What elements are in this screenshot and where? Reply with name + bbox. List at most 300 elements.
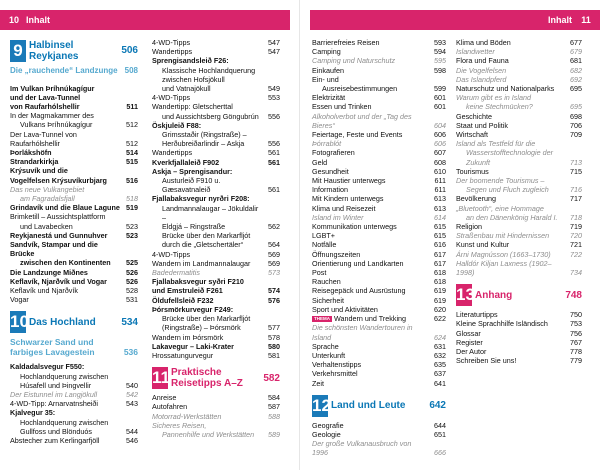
toc-entry-text: (Ringstraße) – Þórsmörk	[162, 323, 241, 333]
toc-entry-text: zwischen den Kontinenten	[20, 258, 111, 268]
toc-entry-text: Grindavík und die Blaue Lagune	[10, 203, 120, 213]
toc-entry-page-number: 581	[268, 350, 280, 360]
toc-entry[interactable]	[456, 38, 582, 47]
toc-entry[interactable]	[312, 139, 446, 148]
toc-entry[interactable]	[152, 393, 280, 402]
toc-entry[interactable]	[152, 323, 280, 332]
toc-entry[interactable]	[152, 402, 280, 411]
toc-entry-page-number: 587	[268, 402, 280, 412]
toc-entry-page-number: 677	[570, 38, 582, 47]
toc-entry[interactable]	[152, 342, 280, 351]
toc-entry[interactable]	[456, 112, 582, 121]
toc-entry[interactable]	[312, 84, 446, 93]
toc-entry-text: Gesundheit	[312, 166, 349, 176]
chapter-page-number: 534	[121, 316, 138, 328]
toc-entry-text: Brücke über den Markarfljót	[162, 314, 251, 324]
toc-entry-page-number: 632	[434, 350, 446, 360]
toc-entry[interactable]	[312, 93, 446, 102]
toc-entry-page-number: 599	[434, 84, 446, 94]
toc-entry-page-number: 611	[434, 176, 446, 186]
toc-entry-page-number: 569	[268, 249, 280, 259]
toc-entry-text: Þórsmörkurvegur F249:	[152, 304, 234, 314]
toc-entry[interactable]	[456, 347, 582, 356]
toc-entry-page-number: 601	[434, 102, 446, 112]
toc-entry[interactable]	[10, 427, 138, 436]
chapter-number: 13	[456, 285, 475, 305]
toc-entry-text: Abstecher zum Kerlingarfjöll	[10, 436, 100, 445]
toc-entry[interactable]	[10, 436, 138, 445]
toc-entry-text: 4-WD-Tipps	[152, 93, 191, 103]
toc-entry	[456, 204, 582, 213]
toc-entry-text: Autofahren	[152, 402, 188, 412]
toc-entry-text: Kommunikation unterwegs	[312, 222, 397, 232]
toc-entry-text: Sprache	[312, 341, 339, 351]
toc-entry-page-number: 542	[126, 389, 138, 399]
toc-entry-text: Segen und Fluch zugleich	[466, 185, 549, 195]
toc-entry-page-number: 547	[268, 47, 280, 57]
toc-entry	[152, 66, 280, 75]
toc-entry-text: Klassische Hochlandquerung	[162, 65, 256, 75]
toc-entry-text: und der Lava-Tunnel	[10, 92, 81, 102]
toc-entry-text: keine Stechmücken?	[466, 102, 533, 112]
toc-entry[interactable]	[312, 204, 446, 213]
section-heading[interactable]	[10, 337, 138, 357]
toc-entry-text: Orientierung und Landkarten	[312, 258, 404, 268]
toc-entry[interactable]	[152, 176, 280, 194]
chapter-page-number: 506	[121, 45, 138, 57]
toc-entry[interactable]	[10, 148, 138, 157]
toc-entry-text: Islandwetter	[456, 47, 495, 57]
toc-entry[interactable]	[312, 231, 446, 240]
toc-entry[interactable]	[456, 319, 582, 328]
toc-entry	[152, 167, 280, 176]
toc-entry[interactable]	[10, 258, 138, 267]
toc-entry[interactable]	[456, 47, 582, 56]
toc-entry-text: Wirtschaft	[456, 130, 488, 140]
toc-entry[interactable]	[312, 176, 446, 185]
toc-entry[interactable]	[152, 148, 280, 157]
toc-entry-text: Unterkunft	[312, 350, 346, 360]
toc-entry[interactable]	[312, 148, 446, 157]
page-header-bar	[0, 10, 290, 30]
toc-entry-text: Der Eistunnel im Langjökull	[10, 389, 98, 399]
toc-entry[interactable]	[312, 56, 446, 65]
toc-entry-text: Grimsstaðir (Ringstraße) –	[162, 130, 247, 140]
toc-entry[interactable]	[312, 268, 446, 277]
toc-entry[interactable]	[10, 222, 138, 231]
toc-entry-page-number: 578	[268, 332, 280, 342]
toc-entry-text: und Vatnajökull	[162, 84, 211, 94]
toc-entry-page-number: 615	[434, 222, 446, 232]
toc-entry[interactable]	[456, 231, 582, 240]
toc-entry[interactable]	[312, 47, 446, 56]
section-title: Schwarzer Sand und farbiges Lavagestein	[10, 337, 95, 358]
toc-entry[interactable]	[152, 296, 280, 305]
toc-entry-text: Geologie	[312, 429, 341, 439]
toc-entry-page-number: 695	[570, 102, 582, 112]
toc-entry[interactable]	[312, 277, 446, 286]
toc-entry-text: Árni Magnússon (1663–1730)	[456, 249, 551, 259]
toc-entry-text: Askja – Sprengisandur:	[152, 166, 233, 176]
toc-entry-page-number: 577	[268, 323, 280, 333]
toc-entry[interactable]	[456, 84, 582, 93]
toc-entry[interactable]	[456, 121, 582, 130]
section-title: Die „rauchende“ Landzunge	[10, 66, 118, 75]
toc-entry[interactable]	[10, 176, 138, 185]
toc-entry[interactable]	[456, 185, 582, 194]
toc-entry[interactable]	[456, 310, 582, 319]
toc-entry[interactable]	[152, 412, 280, 421]
toc-entry[interactable]	[456, 240, 582, 249]
toc-entry-text: Gullfoss und Blönduós	[20, 426, 92, 436]
toc-entry-text: Herðubreiðarlindir – Askja	[162, 139, 245, 149]
toc-entry[interactable]	[152, 222, 280, 231]
toc-entry-text: Einkaufen	[312, 65, 344, 75]
toc-entry-page-number: 573	[268, 268, 280, 278]
toc-entry[interactable]	[312, 360, 446, 369]
toc-entry[interactable]	[456, 130, 582, 139]
toc-entry-text: Strandarkirkja	[10, 157, 59, 167]
toc-entry-page-number: 518	[126, 193, 138, 203]
toc-entry-text: Bevölkerung	[456, 194, 496, 204]
toc-entry-page-number: 651	[434, 429, 446, 439]
toc-entry-text: Mit Kindern unterwegs	[312, 194, 384, 204]
toc-entry-text: Landmannalaugar – Jökuldalir –	[162, 203, 259, 222]
toc-entry-text: Wandertipps	[152, 47, 193, 57]
toc-entry[interactable]	[312, 167, 446, 176]
chapter-number: 10	[10, 312, 29, 332]
toc-entry[interactable]	[312, 66, 446, 75]
toc-entry-page-number: 514	[126, 147, 138, 157]
toc-entry[interactable]	[312, 240, 446, 249]
toc-entry-text: Alkoholverbot und der „Tag des Bieres“	[312, 111, 412, 130]
toc-entry	[10, 93, 138, 102]
toc-entry-page-number: 595	[434, 56, 446, 66]
toc-entry-text: Klima und Reisezeit	[312, 203, 376, 213]
toc-entry[interactable]	[312, 379, 446, 388]
toc-entry[interactable]	[456, 356, 582, 365]
chapter-number: 9	[10, 40, 26, 62]
toc-entry-text: Geld	[312, 157, 328, 167]
toc-entry-text: Der große Vulkanausbruch von 1996	[312, 439, 412, 458]
toc-entry[interactable]	[312, 130, 446, 139]
toc-entry-page-number: 516	[126, 175, 138, 185]
toc-entry[interactable]	[312, 259, 446, 268]
toc-entry	[152, 130, 280, 139]
toc-entry[interactable]	[456, 167, 582, 176]
toc-entry[interactable]	[312, 112, 446, 130]
toc-entry	[152, 231, 280, 240]
toc-entry-text: Information	[312, 185, 348, 195]
toc-entry-text: Sicherheit	[312, 295, 344, 305]
toc-entry[interactable]	[10, 381, 138, 390]
toc-entry-text: Vogar	[10, 295, 29, 305]
toc-entry[interactable]	[456, 148, 582, 166]
toc-entry	[152, 102, 280, 111]
toc-entry[interactable]	[152, 333, 280, 342]
toc-entry[interactable]	[152, 47, 280, 56]
toc-entry[interactable]	[312, 286, 446, 295]
toc-entry[interactable]	[312, 369, 446, 378]
toc-entry	[10, 240, 138, 258]
toc-entry[interactable]	[10, 194, 138, 203]
toc-entry[interactable]	[312, 421, 446, 430]
toc-entry[interactable]	[152, 93, 280, 102]
toc-entry-text: Die schönsten Wandertouren in Island	[312, 323, 413, 342]
toc-entry-page-number: 641	[434, 378, 446, 388]
toc-entry	[10, 372, 138, 381]
toc-entry-page-number: 618	[434, 268, 446, 278]
toc-entry-text: Camping und Naturschutz	[312, 56, 396, 66]
toc-entry-text: Vulkans Þríhnúkagígur	[20, 120, 93, 130]
toc-entry-text: LGBT+	[312, 231, 335, 241]
toc-entry-text: Sicheres Reisen,	[152, 420, 207, 430]
spacer	[312, 388, 446, 393]
toc-entry	[152, 277, 280, 286]
toc-entry[interactable]	[456, 222, 582, 231]
toc-entry-text: Öldufellsleið F232	[152, 295, 214, 305]
section-page-number: 508	[124, 66, 138, 75]
toc-entry-page-number: 561	[268, 148, 280, 158]
toc-entry[interactable]	[312, 158, 446, 167]
toc-entry-page-number: 613	[434, 203, 446, 213]
toc-entry-page-number: 511	[126, 101, 138, 111]
topic-badge: THEMA	[314, 316, 330, 322]
toc-entry[interactable]	[312, 314, 446, 323]
toc-entry[interactable]	[10, 231, 138, 240]
toc-entry-page-number: 523	[126, 230, 138, 240]
toc-entry-page-number: 512	[126, 120, 138, 130]
toc-entry-page-number: 715	[570, 166, 582, 176]
toc-entry[interactable]	[312, 323, 446, 341]
toc-entry	[152, 194, 280, 203]
toc-entry-text: Der boomende Tourismus –	[456, 176, 545, 186]
toc-entry-text: Wandertipp: Gletscherttal	[152, 102, 233, 112]
toc-entry[interactable]	[456, 102, 582, 111]
toc-entry[interactable]	[152, 112, 280, 121]
toc-entry[interactable]	[152, 84, 280, 93]
toc-entry-text: Sandvík, Stampar und die Brücke	[10, 239, 98, 259]
toc-entry[interactable]	[152, 259, 280, 268]
toc-entry-text: Die Landzunge Miðnes	[10, 267, 88, 277]
toc-entry	[152, 204, 280, 222]
toc-entry-text: Schreiben Sie uns!	[456, 356, 517, 366]
toc-entry	[456, 139, 582, 148]
toc-entry-page-number: 644	[434, 420, 446, 430]
toc-entry[interactable]	[10, 390, 138, 399]
page-header-bar	[310, 10, 600, 30]
toc-entry-text: Badedermatitis	[152, 268, 200, 278]
toc-entry-page-number: 526	[126, 276, 138, 286]
toc-entry[interactable]	[456, 338, 582, 347]
toc-entry[interactable]	[152, 430, 280, 439]
toc-entry-page-number: 698	[570, 111, 582, 121]
toc-entry-page-number: 753	[570, 319, 582, 329]
toc-entry-text: Feiertage, Feste und Events	[312, 130, 403, 140]
section-heading[interactable]	[10, 66, 138, 76]
toc-entry-text: 4-WD-Tipps	[152, 38, 191, 47]
toc-entry-text: Zeit	[312, 378, 324, 388]
toc-entry-text: Brimketill – Aussichtsplattform	[10, 212, 106, 222]
chapter-heading[interactable]	[10, 40, 138, 62]
toc-entry[interactable]	[312, 213, 446, 222]
toc-entry[interactable]	[312, 102, 446, 111]
chapter-heading[interactable]	[312, 395, 446, 417]
toc-entry-text: Glossar	[456, 328, 481, 338]
toc-entry-page-number: 622	[434, 314, 446, 324]
toc-entry[interactable]	[312, 185, 446, 194]
toc-entry-page-number: 681	[570, 56, 582, 66]
toc-entry-text: Reykjanestá und Gunnuhver	[10, 230, 108, 240]
chapter-title: Land und Leute	[331, 400, 406, 412]
toc-entry[interactable]	[312, 430, 446, 439]
toc-entry[interactable]	[10, 277, 138, 286]
toc-entry-text: Fjallabaksvegur nyrðri F208:	[152, 194, 250, 204]
toc-entry-text: Essen und Trinken	[312, 102, 372, 112]
toc-entry-page-number: 706	[570, 120, 582, 130]
toc-entry-text: Hochlandquerung zwischen	[20, 371, 109, 381]
toc-entry[interactable]	[10, 130, 138, 148]
toc-entry-page-number: 778	[570, 347, 582, 357]
toc-entry-page-number: 682	[570, 65, 582, 75]
toc-entry[interactable]	[312, 222, 446, 231]
toc-entry-text: Klima und Böden	[456, 38, 511, 47]
toc-column-3	[312, 38, 446, 458]
toc-entry-page-number: 713	[570, 157, 582, 167]
toc-entry-text: Wandern im Þórsmörk	[152, 332, 224, 342]
toc-entry	[10, 212, 138, 221]
toc-entry-page-number: 610	[434, 166, 446, 176]
toc-entry[interactable]	[10, 286, 138, 295]
toc-entry-text: Das neue Vulkangebiet	[10, 184, 85, 194]
toc-column-2	[152, 38, 280, 439]
toc-entry-page-number: 695	[570, 84, 582, 94]
toc-entry-page-number: 547	[268, 38, 280, 47]
toc-entry-page-number: 615	[434, 231, 446, 241]
toc-entry[interactable]	[10, 268, 138, 277]
toc-entry-page-number: 584	[268, 393, 280, 403]
toc-entry-text: Þorlákshöfn	[10, 147, 52, 157]
toc-entry[interactable]	[456, 329, 582, 338]
toc-entry[interactable]	[312, 38, 446, 47]
toc-entry[interactable]	[152, 268, 280, 277]
page-header-title: Inhalt	[26, 15, 50, 25]
toc-entry-text: Das Islandpferd	[456, 74, 507, 84]
toc-entry-page-number: 553	[268, 93, 280, 103]
toc-entry-page-number: 523	[126, 221, 138, 231]
toc-entry-text: Im Vulkan Þríhnúkagígur	[10, 83, 95, 93]
toc-entry-page-number: 619	[434, 286, 446, 296]
chapter-heading[interactable]	[152, 367, 280, 389]
toc-entry[interactable]	[312, 194, 446, 203]
toc-entry-text: Barrierefreies Reisen	[312, 38, 380, 47]
toc-entry[interactable]	[10, 203, 138, 212]
toc-entry[interactable]	[10, 157, 138, 166]
toc-entry-page-number: 601	[434, 93, 446, 103]
toc-entry-page-number: 679	[570, 47, 582, 57]
toc-entry-text: Der Lava-Tunnel von Raufarhólshellir	[10, 129, 77, 148]
toc-entry[interactable]	[10, 120, 138, 129]
toc-entry-page-number: 616	[434, 240, 446, 250]
toc-entry[interactable]	[456, 56, 582, 65]
toc-entry-text: Húsafell und Þingvellir	[20, 380, 92, 390]
toc-entry-page-number: 606	[434, 139, 446, 149]
toc-entry-page-number: 561	[268, 185, 280, 195]
toc-entry	[456, 176, 582, 185]
toc-entry	[10, 111, 138, 120]
toc-entry[interactable]	[456, 213, 582, 222]
toc-entry[interactable]	[152, 286, 280, 295]
toc-entry[interactable]	[152, 240, 280, 249]
toc-entry[interactable]	[312, 250, 446, 259]
toc-entry[interactable]	[456, 259, 582, 277]
toc-entry[interactable]	[152, 250, 280, 259]
toc-entry-text: Geografie	[312, 420, 344, 430]
toc-entry-page-number: 549	[268, 84, 280, 94]
page-header-title: Inhalt	[548, 15, 572, 25]
toc-entry[interactable]	[312, 439, 446, 457]
toc-entry-page-number: 515	[126, 157, 138, 167]
toc-entry-page-number: 556	[268, 111, 280, 121]
chapter-heading[interactable]	[10, 311, 138, 333]
toc-entry[interactable]	[152, 351, 280, 360]
toc-entry-page-number: 613	[434, 194, 446, 204]
toc-entry-text: Kverkfjallaleið F902	[152, 157, 220, 167]
toc-entry[interactable]	[456, 66, 582, 75]
toc-entry-text: Mit Haustier unterwegs	[312, 176, 386, 186]
toc-entry[interactable]	[312, 351, 446, 360]
toc-entry[interactable]	[456, 194, 582, 203]
toc-entry-text: Wandern im Landmannalaugar	[152, 258, 251, 268]
toc-entry-text: Lakavegur – Laki-Krater	[152, 341, 234, 351]
toc-entry-text: von Raufarhólshellir	[10, 101, 80, 111]
toc-entry[interactable]	[152, 38, 280, 47]
toc-entry[interactable]	[10, 295, 138, 304]
toc-entry[interactable]	[456, 250, 582, 259]
toc-entry-text: Elektrizität	[312, 93, 346, 103]
toc-entry[interactable]	[10, 102, 138, 111]
toc-entry[interactable]	[152, 158, 280, 167]
toc-entry-text: Eldgjá – Ringstraße	[162, 222, 226, 232]
toc-entry-text: Pannenhilfe und Werkstätten	[162, 429, 255, 439]
chapter-heading[interactable]	[456, 284, 582, 306]
toc-entry-page-number: 576	[268, 295, 280, 305]
toc-entry-text: Kleine Sprachhilfe Isländisch	[456, 319, 548, 329]
toc-entry[interactable]	[312, 296, 446, 305]
toc-entry[interactable]	[152, 139, 280, 148]
toc-entry-text: am Fagradalsfjall	[20, 193, 75, 203]
toc-entry-text: an den Dänenkönig Harald I.	[466, 212, 558, 222]
toc-entry	[152, 75, 280, 84]
toc-entry-page-number: 716	[570, 185, 582, 195]
toc-entry-text: Religion	[456, 222, 482, 232]
toc-entry	[10, 362, 138, 371]
toc-entry[interactable]	[10, 399, 138, 408]
toc-entry-text: Verhaltenstipps	[312, 360, 362, 370]
toc-entry-page-number: 666	[434, 448, 446, 458]
toc-entry-page-number: 722	[570, 249, 582, 259]
toc-entry-text: Austurleið F910 u. Gæsavatnaleið	[162, 176, 221, 195]
toc-entry-page-number: 767	[570, 337, 582, 347]
toc-entry-text: Register	[456, 337, 483, 347]
toc-entry-text: Reisegepäck und Ausrüstung	[312, 286, 406, 296]
toc-entry-text: Vogelfelsen Krýsuvíkurbjarg	[10, 175, 107, 185]
toc-entry[interactable]	[456, 75, 582, 84]
toc-entry[interactable]	[312, 342, 446, 351]
toc-entry-text: In der Magmakammer des	[10, 111, 94, 121]
toc-entry[interactable]	[312, 305, 446, 314]
toc-entry-text: Öskjuleið F88:	[152, 120, 202, 130]
